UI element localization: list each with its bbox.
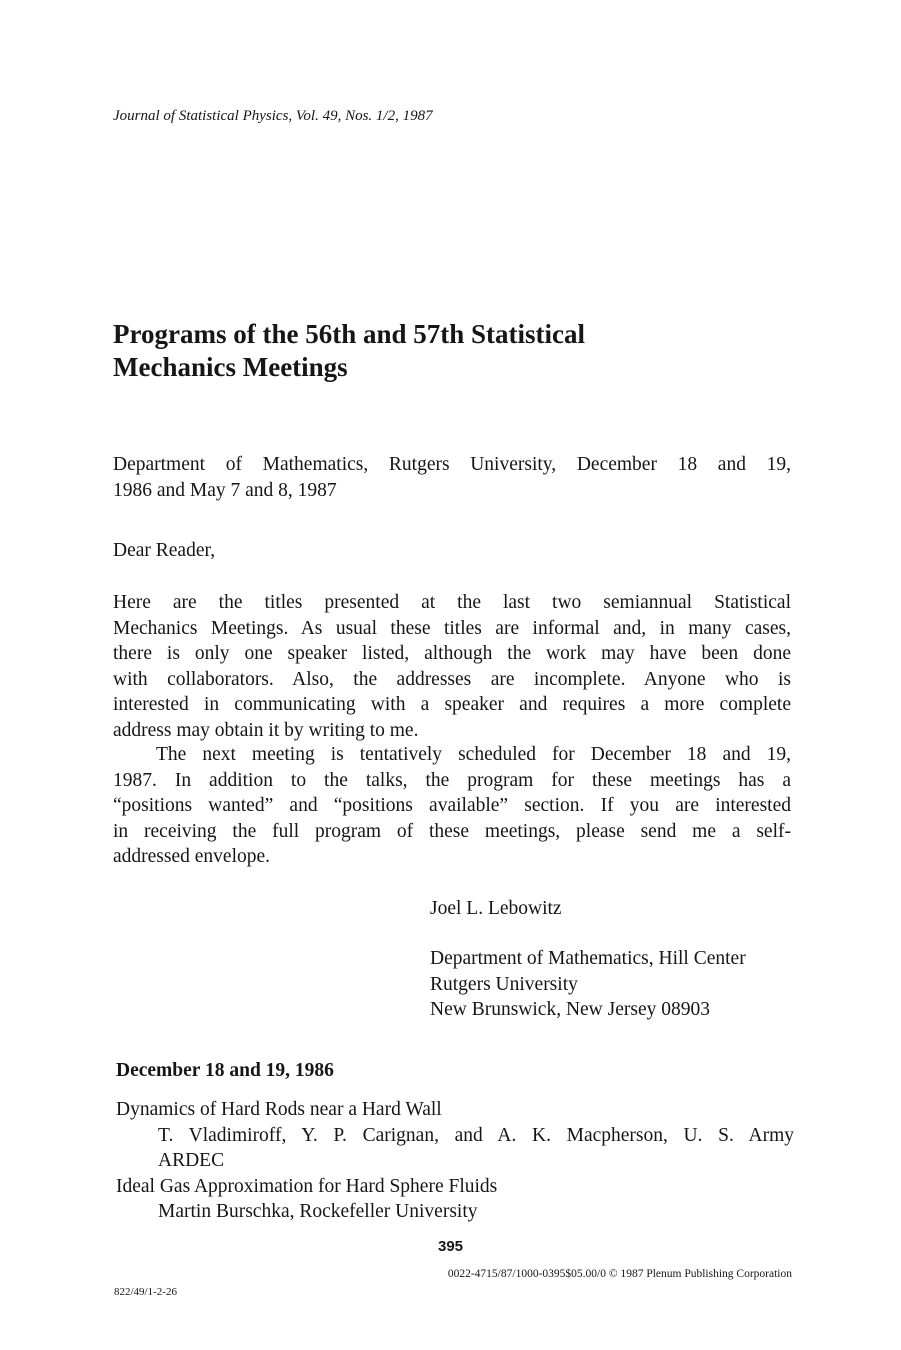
paragraph-line: there is only one speaker listed, although the work may have been done — [113, 643, 791, 664]
paragraph-line: The next meeting is tentatively scheduled for December 18 and 19, — [156, 744, 791, 765]
paragraph-line: in receiving the full program of these meetings, please send me a self- — [113, 820, 791, 842]
talk-authors — [116, 1123, 794, 1174]
page-number: 395 — [437, 1238, 464, 1255]
authors-line: Martin Burschka, Rockefeller University — [158, 1201, 478, 1222]
program-list — [116, 1097, 794, 1225]
address-line: Department of Mathematics, Hill Center — [430, 948, 746, 969]
section-heading: December 18 and 19, 1986 — [116, 1060, 334, 1081]
program-entry — [116, 1174, 794, 1225]
journal-citation: Journal of Statistical Physics, Vol. 49, Nos. 1/2, 1987 — [113, 108, 433, 124]
venue-line: Department of Mathematics, Rutgers University, December 18 and 19, — [113, 454, 791, 475]
copyright-line: 0022-4715/87/1000-0395$05.00/0 © 1987 Plenum Publishing Corporation — [447, 1268, 792, 1280]
venue-line: 1986 and May 7 and 8, 1987 — [113, 479, 337, 501]
paragraph-line: address may obtain it by writing to me. — [113, 719, 419, 741]
paragraph-line: addressed envelope. — [113, 846, 271, 867]
paragraph-line: 1987. In addition to the talks, the program for these meetings has a — [113, 769, 791, 791]
salutation: Dear Reader, — [113, 540, 216, 561]
article-title — [113, 318, 753, 384]
intro-paragraph — [113, 590, 791, 743]
authors-line: ARDEC — [158, 1150, 225, 1171]
author-address — [430, 946, 746, 1023]
paragraph-line: “positions wanted” and “positions available” section. If you are interested — [113, 795, 791, 816]
talk-authors — [116, 1199, 794, 1225]
schedule-paragraph — [113, 742, 791, 870]
manuscript-code: 822/49/1-2-26 — [114, 1286, 177, 1298]
paragraph-line: with collaborators. Also, the addresses are incomplete. Anyone who is — [113, 668, 791, 690]
title-line: Mechanics Meetings — [113, 352, 348, 382]
address-line: Rutgers University — [430, 973, 578, 995]
paragraph-line: Mechanics Meetings. As usual these titles are informal and, in many cases, — [113, 617, 791, 639]
authors-line: T. Vladimiroff, Y. P. Carignan, and A. K. Macpherson, U. S. Army — [158, 1124, 794, 1146]
paragraph-line: interested in communicating with a speaker and requires a more complete — [113, 694, 791, 715]
signature: Joel L. Lebowitz — [430, 898, 562, 919]
address-line: New Brunswick, New Jersey 08903 — [430, 999, 710, 1020]
title-line: Programs of the 56th and 57th Statistical — [113, 319, 585, 349]
program-entry — [116, 1097, 794, 1174]
talk-title: Ideal Gas Approximation for Hard Sphere Fluids — [116, 1175, 498, 1197]
talk-title: Dynamics of Hard Rods near a Hard Wall — [116, 1099, 442, 1120]
paragraph-line: Here are the titles presented at the last two semiannual Statistical — [113, 592, 791, 613]
meeting-venue — [113, 452, 791, 503]
